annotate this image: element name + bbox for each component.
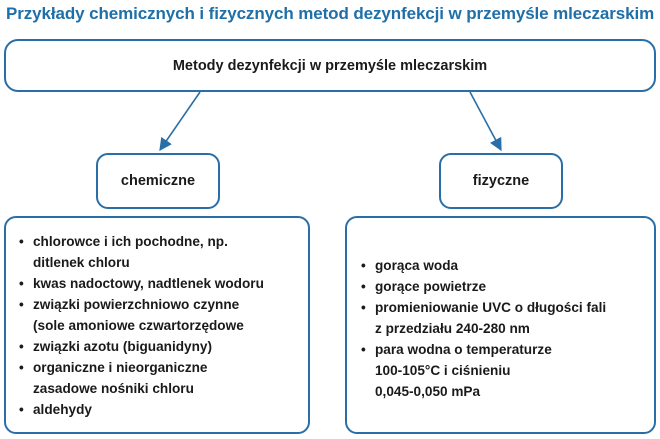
list-item: • związki powierzchniowo czynne (sole amoniowe czwartorzędowe [19,294,264,336]
list-item: • gorąca woda [361,255,606,276]
list-item: • kwas nadoctowy, nadtlenek wodoru [19,273,264,294]
list-item: • promieniowanie UVC o długości fali z przedziału 240-280 nm [361,297,606,339]
chemiczne-methods-panel [4,216,310,434]
fizyczne-methods-list [361,255,606,402]
arrow-to-fizyczne [470,92,501,150]
arrow-to-chemiczne [160,92,200,150]
category-fizyczne-label: fizyczne [472,173,530,189]
list-item: • organiczne i nieorganiczne zasadowe nośniki chloru [19,357,264,399]
category-chemiczne [96,153,220,209]
category-chemiczne-label: chemiczne [120,173,196,189]
list-item: • związki azotu (biguanidyny) [19,336,264,357]
list-item: • aldehydy [19,399,264,420]
category-fizyczne [439,153,563,209]
root-node-label: Metody dezynfekcji w przemyśle mleczarskim [172,57,488,74]
chemiczne-methods-list [19,231,264,420]
fizyczne-methods-panel [345,216,656,434]
list-item: • chlorowce i ich pochodne, np. ditlenek chloru [19,231,264,273]
list-item: • gorące powietrze [361,276,606,297]
diagram-title: Przykłady chemicznych i fizycznych metod dezynfekcji w przemyśle mleczarskim [6,4,655,23]
list-item: • para wodna o temperaturze 100-105°C i ciśnieniu 0,045-0,050 mPa [361,339,606,402]
